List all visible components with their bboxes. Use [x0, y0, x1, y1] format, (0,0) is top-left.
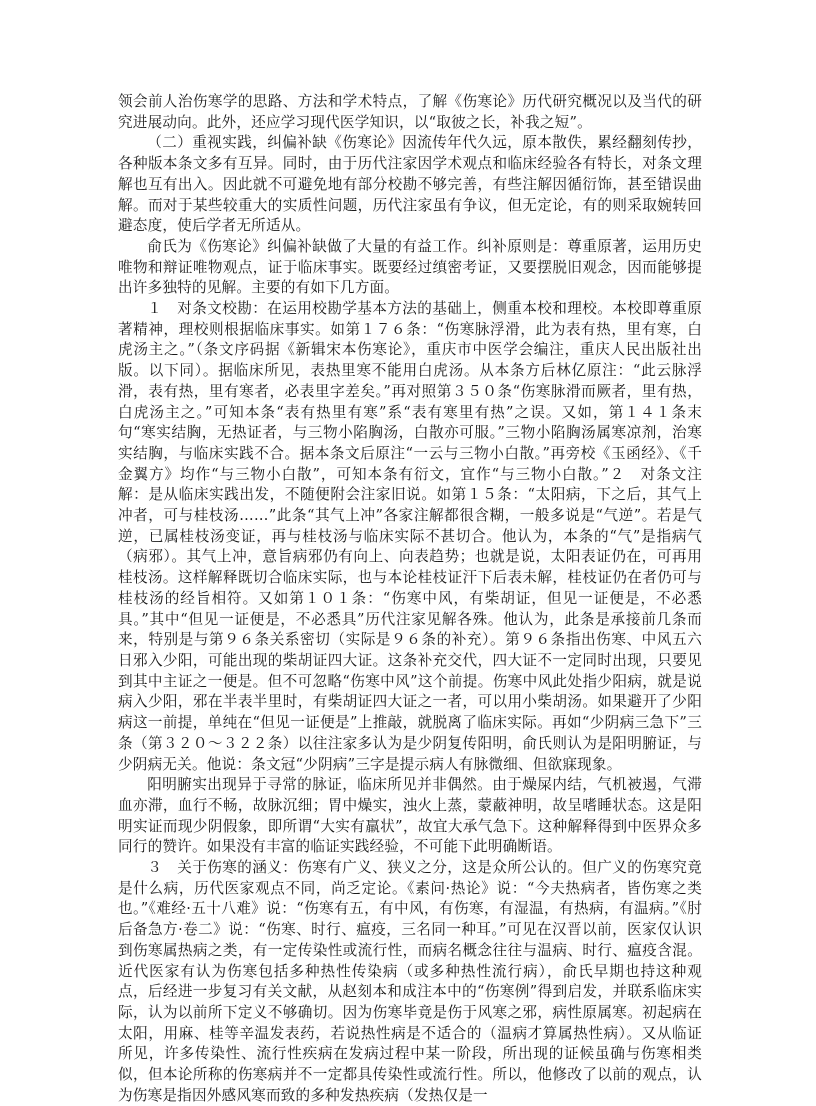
document-page: [118, 92, 702, 1106]
paragraph-item-1-2: １ 对条文校勘：在运用校勘学基本方法的基础上，侧重本校和理校。本校即尊重原著精神，理校则根据临床事实。如第１７６条：“伤寒脉浮滑，此为表有热，里有寒，白虎汤主之。”（条文序码据《新辑宋本伤寒论》，重庆市中医学会编注，重庆人民出版社出版。以下同）。据临床所见，表热里寒不能用白虎汤。从本条方后林亿原注：“此云脉浮滑，表有热，里有寒者，必表里字差矣。”再对照第３５０条“伤寒脉滑而厥者，里有热，白虎汤主之。”可知本条“表有热里有寒”系“表有寒里有热”之误。又如，第１４１条末句“寒实结胸，无热证者，与三物小陷胸汤，白散亦可服。”三物小陷胸汤属寒凉剂，治寒实结胸，与临床实践不合。据本条文后原注“一云与三物小白散。”再旁校《玉函经》、《千金翼方》均作“与三物小白散”，可知本条有衍文，宜作“与三物小白散。”２ 对条文注解：是从临床实践出发，不随便附会注家旧说。如第１５条：“太阳病，下之后，其气上冲者，可与桂枝汤……”此条“其气上冲”各家注解都很含糊，一般多说是“气逆”。若是气逆，已属桂枝汤变证，再与桂枝汤与临床实际不甚切合。他认为，本条的“气”是指病气（病邪）。其气上冲，意旨病邪仍有向上、向表趋势；也就是说，太阳表证仍在，可再用桂枝汤。这样解释既切合临床实际，也与本论桂枝证汗下后表未解，桂枝证仍在者仍可与桂枝汤的经旨相符。又如第１０１条：“伤寒中风，有柴胡证，但见一证便是，不必悉具。”其中“但见一证便是，不必悉具”历代注家见解各殊。他认为，此条是承接前几条而来，特别是与第９６条关系密切（实际是９６条的补充）。第９６条指出伤寒、中风五六日邪入少阳，可能出现的柴胡证四大证。这条补充交代，四大证不一定同时出现，只要见到其中主证之一便是。但不可忽略“伤寒中风”这个前提。伤寒中风此处指少阳病，就是说病入少阳，邪在半表半里时，有柴胡证四大证之一者，可以用小柴胡汤。如果避开了少阳病这一前提，单纯在“但见一证便是”上推敲，就脱离了临床实际。再如“少阴病三急下”三条（第３２０～３２２条）以往注家多认为是少阴复传阳明，俞氏则认为是阳明腑证，与少阴病无关。他说：条文冠“少阴病”三字是提示病人有脉微细、但欲寐现象。: [118, 300, 702, 773]
paragraph-yangming: 阳明腑实出现异于寻常的脉证，临床所见并非偶然。由于燥屎内结，气机被遏，气滞血亦滞，血行不畅，故脉沉细；胃中燥实，浊火上蒸，蒙蔽神明，故呈嗜睡状态。这是阳明实证而现少阴假象，即所谓“大实有羸状”，故宜大承气急下。这种解释得到中医界众多同行的赞许。如果没有丰富的临证实践经验，不可能下此明确断语。: [118, 776, 702, 856]
paragraph-item-3: ３ 关于伤寒的涵义：伤寒有广义、狭义之分，这是众所公认的。但广义的伤寒究竟是什么病，历代医家观点不同，尚乏定论。《素问·热论》说：“今夫热病者，皆伤寒之类也。”《难经·五十八难》说：“伤寒有五，有中风，有伤寒，有湿温，有热病，有温病。”《肘后备急方·卷二》说：“伤寒、时行、瘟疫，三名同一种耳。”可见在汉晋以前，医家仅认识到伤寒属热病之类，有一定传染性或流行性，而病名概念往往与温病、时行、瘟疫含混。近代医家有认为伤寒包括多种热性传染病（或多种热性流行病），俞氏早期也持这种观点，后经进一步复习有关文献，从赵刻本和成注本中的“伤寒例”得到启发，并联系临床实际，认为以前所下定义不够确切。因为伤寒毕竟是伤于风寒之邪，病性原属寒。初起病在太阳，用麻、桂等辛温发表药，若说热性病是不适合的（温病才算属热性病）。又从临证所见，许多传染性、流行性疾病在发病过程中某一阶段，所出现的证候虽确与伤寒相类似，但本论所称的伤寒病并不一定都具传染性或流行性。所以，他修改了以前的观点，认为伤寒是指因外感风寒而致的多种发热疾病（发热仅是一: [118, 859, 702, 1104]
paragraph-section-2-intro: （二）重视实践，纠偏补缺《伤寒论》因流传年代久远，原本散佚，累经翻刻传抄，各种版本条文多有互异。同时，由于历代注家因学术观点和临床经验各有特长，对条文理解也互有出入。因此就不可避免地有部分校勘不够完善，有些注解因循衍饰，甚至错误曲解。而对于某些较重大的实质性问题，历代注家虽有争议，但无定论，有的则采取婉转回避态度，使后学者无所适从。: [118, 134, 702, 235]
paragraph-continuation: 领会前人治伤寒学的思路、方法和学术特点，了解《伤寒论》历代研究概况以及当代的研究进展动向。此外，还应学习现代医学知识，以“取彼之长，补我之短”。: [118, 93, 702, 131]
paragraph-principles: 俞氏为《伤寒论》纠偏补缺做了大量的有益工作。纠补原则是：尊重原著，运用历史唯物和辩证唯物观点，证于临床事实。既要经过缜密考证，又要摆脱旧观念，因而能够提出许多独特的见解。主要的有如下几方面。: [118, 237, 702, 297]
